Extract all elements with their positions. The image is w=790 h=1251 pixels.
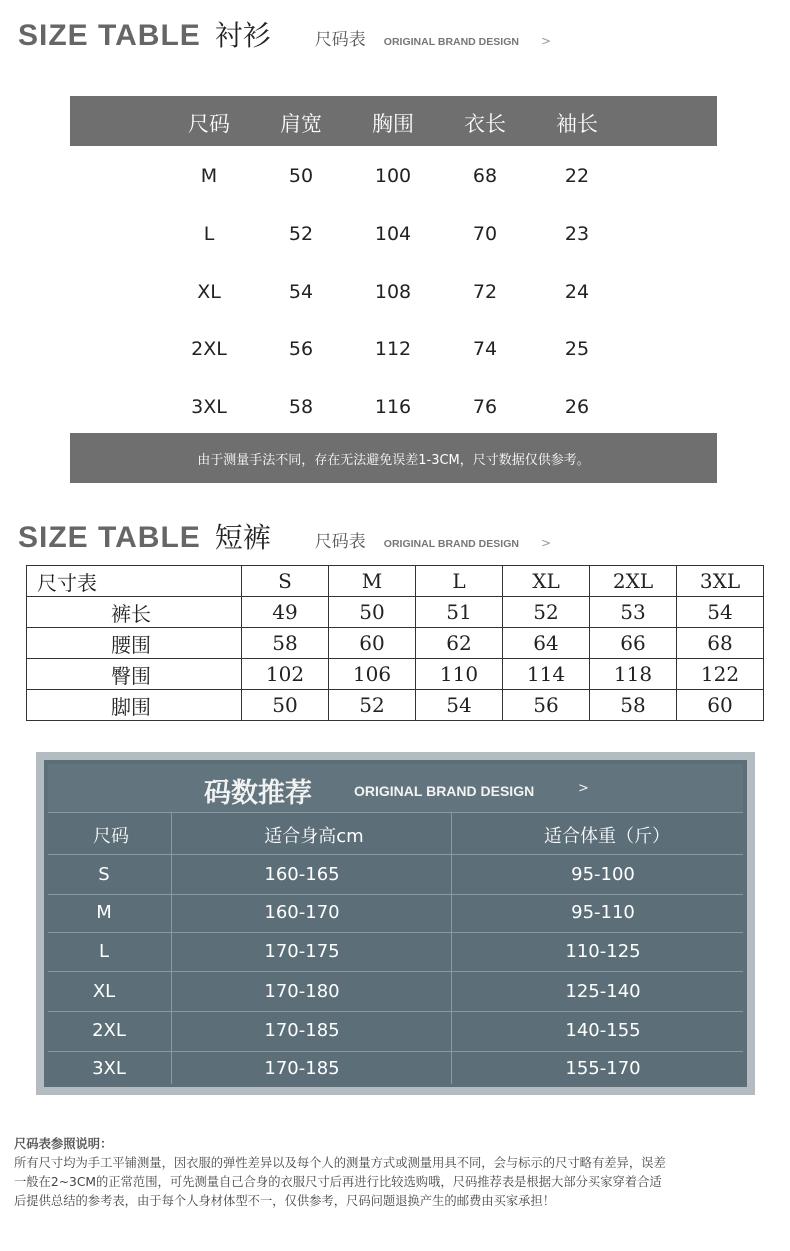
shirt-table-row	[0, 223, 790, 253]
shirt-header-cell: 尺码	[188, 112, 230, 136]
shirt-table-row	[0, 281, 790, 311]
pants-cell: 54	[416, 690, 503, 721]
notes-line: 一般在2~3CM的正常范围，可先测量自己合身的衣服尺寸后再进行比较选购哦，尺码推荐表是根据大部分买家穿着合适	[14, 1175, 662, 1189]
pants-size-header: S	[242, 566, 329, 597]
pants-cell: 51	[416, 597, 503, 628]
shirt-cell: L	[203, 223, 215, 245]
grid-line	[48, 1051, 743, 1052]
shirt-table-row	[0, 165, 790, 195]
pants-row-label: 脚围	[27, 690, 242, 721]
pants-cell: 102	[242, 659, 329, 690]
pants-header-row	[27, 566, 764, 597]
grid-line	[48, 1011, 743, 1012]
recommendation-cell: 110-125	[565, 941, 641, 962]
grid-line	[48, 971, 743, 972]
recommendation-cell: 95-100	[571, 864, 635, 885]
shirt-cell: 104	[374, 223, 412, 245]
pants-cell: 66	[590, 628, 677, 659]
shirt-cell: 72	[472, 281, 498, 303]
shirt-cell: 56	[288, 338, 314, 360]
pants-cell: 58	[242, 628, 329, 659]
shirt-cell: 76	[472, 396, 498, 418]
pants-cell: 110	[416, 659, 503, 690]
shirt-cell: 68	[472, 165, 498, 187]
pants-size-header: 2XL	[590, 566, 677, 597]
shirt-header-cell: 胸围	[372, 112, 414, 136]
recommendation-brand: ORIGINAL BRAND DESIGN	[354, 783, 535, 799]
shirt-cell: 26	[564, 396, 590, 418]
shirt-cell: M	[200, 165, 218, 187]
recommendation-cell: XL	[92, 981, 116, 1002]
shirt-cell: 74	[472, 338, 498, 360]
pants-row	[27, 690, 764, 721]
recommendation-cell: 155-170	[565, 1058, 641, 1079]
pants-title-en: SIZE TABLE	[18, 521, 201, 554]
recommendation-cell: 170-175	[264, 941, 340, 962]
recommendation-cell: 2XL	[92, 1020, 126, 1041]
pants-row-label: 裤长	[27, 597, 242, 628]
pants-row	[27, 628, 764, 659]
recommendation-arrow-icon: >	[578, 781, 589, 796]
recommendation-cell: 170-185	[264, 1020, 340, 1041]
pants-row	[27, 597, 764, 628]
pants-row	[27, 659, 764, 690]
recommendation-cell: 170-185	[264, 1058, 340, 1079]
notes-title: 尺码表参照说明：	[14, 1137, 113, 1151]
shirt-cell: 116	[374, 396, 412, 418]
recommendation-cell: L	[98, 941, 110, 962]
pants-cell: 49	[242, 597, 329, 628]
grid-line	[48, 932, 743, 933]
shirt-header-cell: 袖长	[556, 112, 598, 136]
pants-cell: 64	[503, 628, 590, 659]
grid-line	[48, 854, 743, 855]
recommendation-title-bar	[48, 764, 743, 812]
shirt-measurement-note: 由于测量手法不同，存在无法避免误差1-3CM，尺寸数据仅供参考。	[70, 433, 717, 483]
pants-cell: 60	[677, 690, 764, 721]
pants-title-cn: 短裤	[214, 521, 271, 554]
pants-brand: ORIGINAL BRAND DESIGN	[383, 538, 519, 550]
pants-cell: 62	[416, 628, 503, 659]
pants-size-header: XL	[503, 566, 590, 597]
pants-corner-cell: 尺寸表	[27, 566, 242, 597]
shirt-table-header	[70, 96, 717, 146]
pants-cell: 50	[329, 597, 416, 628]
pants-cell: 114	[503, 659, 590, 690]
recommendation-cell: M	[96, 902, 112, 923]
shirt-brand: ORIGINAL BRAND DESIGN	[383, 36, 519, 48]
recommendation-cell: 160-170	[264, 902, 340, 923]
shirt-title-en: SIZE TABLE	[18, 19, 201, 52]
shirt-cell: 23	[564, 223, 590, 245]
grid-line	[171, 812, 172, 1084]
pants-subtitle: 尺码表	[314, 532, 366, 552]
notes-line: 后提供总结的参考表，由于每个人身材体型不一，仅供参考，尺码问题退换产生的邮费由买家承担！	[14, 1194, 556, 1208]
pants-cell: 54	[677, 597, 764, 628]
shirt-cell: 112	[374, 338, 412, 360]
shirt-arrow-icon: >	[540, 34, 552, 48]
pants-cell: 52	[329, 690, 416, 721]
pants-cell: 53	[590, 597, 677, 628]
grid-line	[48, 812, 743, 813]
pants-arrow-icon: >	[540, 536, 552, 550]
shirt-header-cell: 肩宽	[280, 112, 322, 136]
shirt-table-row	[0, 338, 790, 368]
pants-cell: 106	[329, 659, 416, 690]
pants-cell: 58	[590, 690, 677, 721]
shirt-table-row	[0, 396, 790, 426]
recommendation-cell: 125-140	[565, 981, 641, 1002]
shirt-cell: 22	[564, 165, 590, 187]
recommendation-cell: S	[98, 864, 110, 885]
recommendation-cell: 95-110	[571, 902, 635, 923]
size-notes	[14, 1135, 779, 1211]
shirt-cell: 52	[288, 223, 314, 245]
shirt-cell: 24	[564, 281, 590, 303]
pants-size-table	[26, 565, 764, 721]
grid-line	[451, 812, 452, 1084]
shirt-header-cell: 衣长	[464, 112, 506, 136]
pants-cell: 52	[503, 597, 590, 628]
notes-line: 所有尺寸均为手工平铺测量，因衣服的弹性差异以及每个人的测量方式或测量用具不同，会与标示的尺寸略有差异，误差	[14, 1156, 666, 1170]
recommendation-cell: 160-165	[264, 864, 340, 885]
pants-size-header: L	[416, 566, 503, 597]
pants-cell: 122	[677, 659, 764, 690]
recommendation-header-cell: 适合体重（斤）	[544, 826, 670, 847]
shirt-cell: 25	[564, 338, 590, 360]
pants-section-header	[18, 516, 551, 556]
recommendation-title: 码数推荐	[204, 778, 312, 809]
shirt-cell: 54	[288, 281, 314, 303]
shirt-cell: 70	[472, 223, 498, 245]
shirt-cell: 58	[288, 396, 314, 418]
recommendation-cell: 170-180	[264, 981, 340, 1002]
shirt-cell: 2XL	[191, 338, 227, 360]
shirt-subtitle: 尺码表	[314, 30, 366, 50]
recommendation-cell: 140-155	[565, 1020, 641, 1041]
pants-cell: 68	[677, 628, 764, 659]
pants-cell: 118	[590, 659, 677, 690]
pants-row-label: 腰围	[27, 628, 242, 659]
pants-size-header: 3XL	[677, 566, 764, 597]
grid-line	[48, 894, 743, 895]
shirt-title-cn: 衬衫	[214, 19, 271, 52]
size-recommendation-panel	[36, 752, 755, 1095]
recommendation-header-cell: 尺码	[93, 826, 129, 847]
pants-cell: 60	[329, 628, 416, 659]
shirt-cell: 3XL	[191, 396, 227, 418]
pants-row-label: 臀围	[27, 659, 242, 690]
recommendation-header-cell: 适合身高cm	[264, 826, 364, 847]
shirt-cell: 100	[374, 165, 412, 187]
shirt-section-header	[18, 14, 551, 54]
pants-cell: 50	[242, 690, 329, 721]
shirt-cell: 50	[288, 165, 314, 187]
pants-size-header: M	[329, 566, 416, 597]
pants-cell: 56	[503, 690, 590, 721]
shirt-cell: 108	[374, 281, 412, 303]
shirt-cell: XL	[197, 281, 221, 303]
recommendation-cell: 3XL	[92, 1058, 126, 1079]
